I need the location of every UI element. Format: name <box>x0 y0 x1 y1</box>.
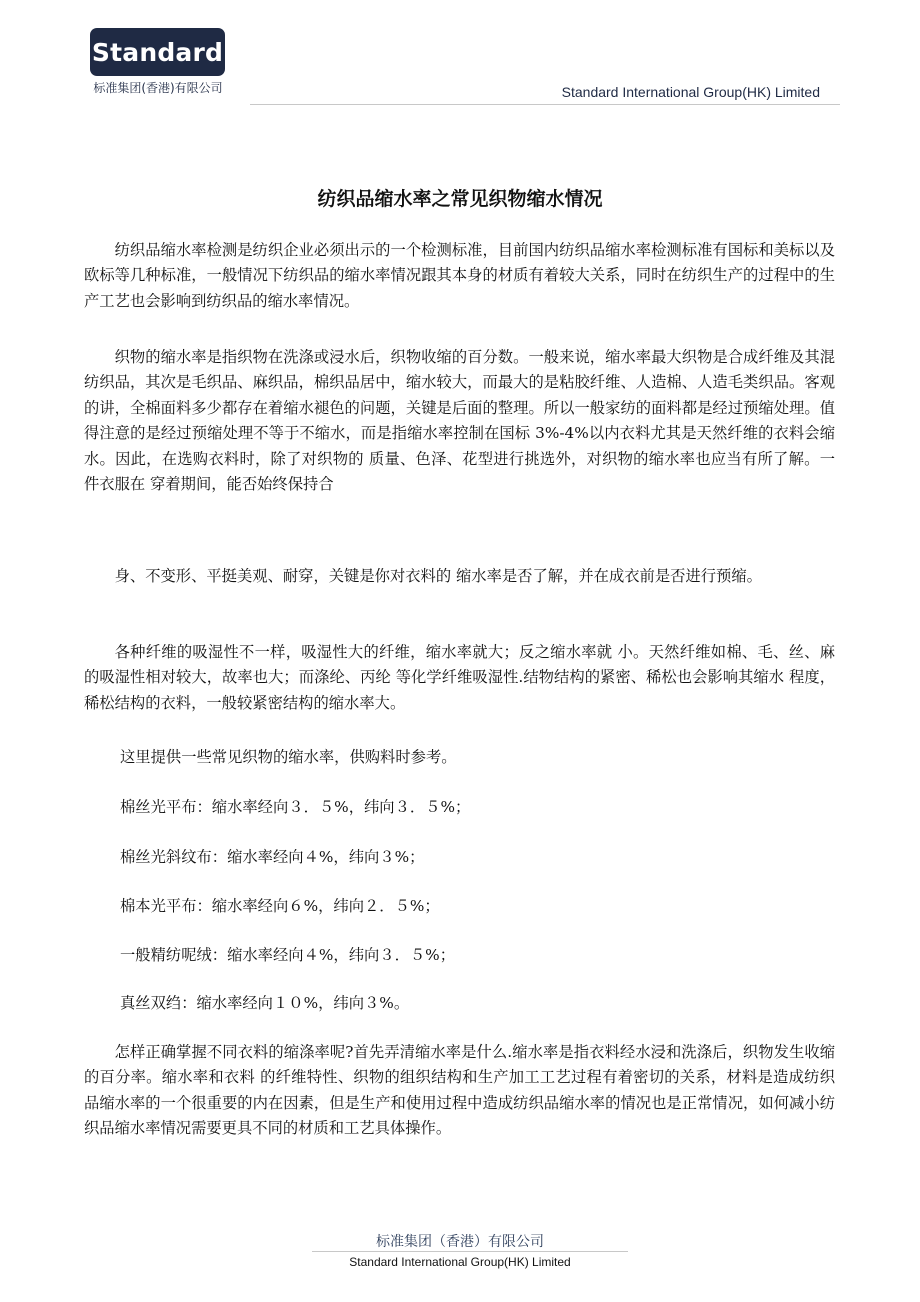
logo-text: Standard <box>91 37 224 67</box>
logo-subtitle: 标准集团(香港)有限公司 <box>93 81 223 95</box>
footer-company-cn: 标准集团（香港）有限公司 <box>376 1234 544 1250</box>
header-company-name: Standard International Group(HK) Limited <box>561 84 820 100</box>
header-divider <box>250 104 840 105</box>
document-title: 纺织品缩水率之常见织物缩水情况 <box>317 188 603 210</box>
footer-company-en: Standard International Group(HK) Limited <box>349 1255 571 1269</box>
footer-divider <box>312 1251 628 1252</box>
paragraph-closing: 怎样正确掌握不同衣料的缩涤率呢?首先弄清缩水率是什么.缩水率是指衣料经水浸和洗涤后，织物发生收缩的百分率。缩水率和衣料 的纤维特性、织物的组织结构和生产加工工艺过程有着密切的关系，材料是造成纺织品缩水率的一个很重要的内在因素，但是生产和使用过程中造成纺织品缩水率的情况也是正常情况，如何减小纺织品缩水率情况需要更具不同的材质和工艺具体操作。 <box>84 1043 835 1138</box>
fabric-rate-item: 棉本光平布：缩水率经向６%，纬向２．５%； <box>120 897 440 915</box>
paragraph-continuation: 身、不变形、平挺美观、耐穿，关键是你对衣料的 缩水率是否了解，并在成衣前是否进行预缩。 <box>114 567 762 585</box>
fabric-rate-item: 一般精纺呢绒：缩水率经向４%，纬向３．５%； <box>120 946 456 964</box>
fabric-rate-item: 棉丝光平布：缩水率经向３．５%，纬向３．５%； <box>120 798 471 816</box>
paragraph-intro: 纺织品缩水率检测是纺织企业必须出示的一个检测标准，目前国内纺织品缩水率检测标准有国标和美标以及欧标等几种标准，一般情况下纺织品的缩水率情况跟其本身的材质有着较大关系，同时在纺织生产的过程中的生产工艺也会影响到纺织品的缩水率情况。 <box>84 241 835 310</box>
fabric-rate-item: 真丝双绉：缩水率经向１０%，纬向３%。 <box>120 994 410 1012</box>
paragraph-shrinkage-definition: 织物的缩水率是指织物在洗涤或浸水后，织物收缩的百分数。一般来说，缩水率最大织物是合成纤维及其混纺织品，其次是毛织品、麻织品，棉织品居中，缩水较大，而最大的是粘胶纤维、人造棉、人造毛类织品。客观的讲，全棉面料多少都存在着缩水褪色的问题，关键是后面的整理。所以一般家纺的面料都是经过预缩处理。值得注意的是经过预缩处理不等于不缩水，而是指缩水率控制在国标 3%-4%以内衣料尤其是天然纤维的衣料会缩水。因此，在选购衣料时，除了对织物的 质量、色泽、花型进行挑选外，对织物的缩水率也应当有所了解。一件衣服在 穿着期间，能否始终保持合 <box>84 348 835 494</box>
paragraph-fiber-absorption: 各种纤维的吸湿性不一样，吸湿性大的纤维，缩水率就大；反之缩水率就 小。天然纤维如棉、毛、丝、麻的吸湿性相对较大，故率也大；而涤纶、丙纶 等化学纤维吸湿性.结物结构的紧密、稀松也会影响其缩水 程度，稀松结构的衣料，一般较紧密结构的缩水率大。 <box>84 643 835 712</box>
fabric-rate-item: 棉丝光斜纹布：缩水率经向４%，纬向３%； <box>120 848 425 866</box>
fabric-list-intro: 这里提供一些常见织物的缩水率，供购料时参考。 <box>120 748 457 766</box>
company-logo <box>90 28 225 76</box>
